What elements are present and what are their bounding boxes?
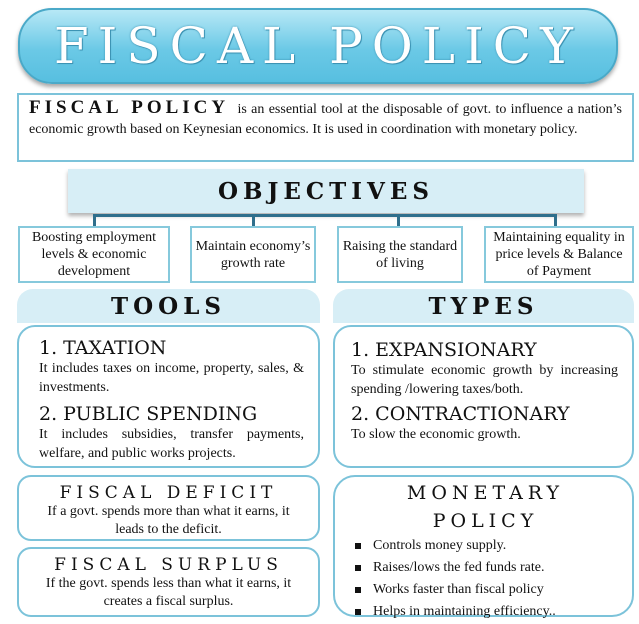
monetary-policy-title-line1: MONETARY bbox=[406, 482, 565, 504]
monetary-policy-list bbox=[349, 535, 622, 623]
type-title: 2. CONTRACTIONARY bbox=[351, 403, 570, 425]
objectives-connector-horizontal bbox=[93, 214, 557, 217]
tool-title: 1. TAXATION bbox=[39, 337, 167, 359]
objective-item bbox=[337, 226, 463, 283]
bullet-icon bbox=[355, 565, 361, 571]
fiscal-surplus-box bbox=[17, 547, 320, 617]
list-item bbox=[349, 579, 622, 601]
fiscal-surplus-title: FISCAL SURPLUS bbox=[54, 555, 283, 575]
list-item bbox=[349, 601, 622, 623]
list-item-text: Helps in maintaining efficiency.. bbox=[373, 604, 556, 619]
tool-text: It includes subsidies, transfer payments, welfare, and public works projects. bbox=[39, 427, 304, 461]
types-header bbox=[333, 289, 634, 323]
monetary-policy-title-line2: POLICY bbox=[432, 510, 539, 532]
bullet-icon bbox=[355, 587, 361, 593]
title-banner bbox=[18, 8, 618, 84]
intro-keyword: FISCAL POLICY bbox=[29, 97, 230, 118]
type-text: To stimulate economic growth by increasing spending /lowering taxes/both. bbox=[351, 363, 618, 397]
objective-text: Maintain economy’s growth rate bbox=[195, 238, 311, 271]
tools-heading: TOOLS bbox=[111, 292, 226, 320]
fiscal-surplus-text: If the govt. spends less than what it earns, it creates a fiscal surplus. bbox=[45, 576, 292, 609]
bullet-icon bbox=[355, 543, 361, 549]
list-item-text: Raises/lows the fed funds rate. bbox=[373, 560, 545, 575]
bullet-icon bbox=[355, 609, 361, 615]
list-item bbox=[349, 557, 622, 579]
types-panel bbox=[333, 325, 634, 468]
objectives-heading: OBJECTIVES bbox=[217, 177, 435, 205]
tools-panel bbox=[17, 325, 320, 468]
tool-text: It includes taxes on income, property, sales, & investments. bbox=[39, 361, 304, 395]
list-item-text: Works faster than fiscal policy bbox=[373, 582, 544, 597]
objective-text: Maintaining equality in price levels & Balance of Payment bbox=[493, 230, 625, 279]
tools-header bbox=[17, 289, 320, 323]
list-item-text: Controls money supply. bbox=[373, 538, 507, 553]
fiscal-deficit-title: FISCAL DEFICIT bbox=[59, 483, 278, 503]
fiscal-deficit-box bbox=[17, 475, 320, 541]
fiscal-deficit-text: If a govt. spends more than what it earns, it leads to the deficit. bbox=[47, 504, 290, 537]
page-title: FISCAL POLICY bbox=[53, 17, 582, 75]
objective-text: Boosting employment levels & economic development bbox=[31, 230, 157, 279]
objective-item bbox=[190, 226, 316, 283]
type-text: To slow the economic growth. bbox=[351, 427, 521, 442]
intro-text: is an essential tool at the disposable of govt. to influence a nation’s economic growth based on Keynesian economics. It is used in coordination with monetary policy. bbox=[29, 102, 622, 137]
type-title: 1. EXPANSIONARY bbox=[351, 339, 537, 361]
list-item bbox=[349, 535, 622, 557]
objective-item bbox=[18, 226, 170, 283]
types-heading: TYPES bbox=[428, 292, 539, 320]
tool-title: 2. PUBLIC SPENDING bbox=[39, 403, 258, 425]
intro-box bbox=[17, 93, 634, 162]
objective-item bbox=[484, 226, 634, 283]
monetary-policy-panel bbox=[333, 475, 634, 617]
objectives-header bbox=[68, 169, 584, 213]
objective-text: Raising the standard of living bbox=[342, 238, 458, 271]
